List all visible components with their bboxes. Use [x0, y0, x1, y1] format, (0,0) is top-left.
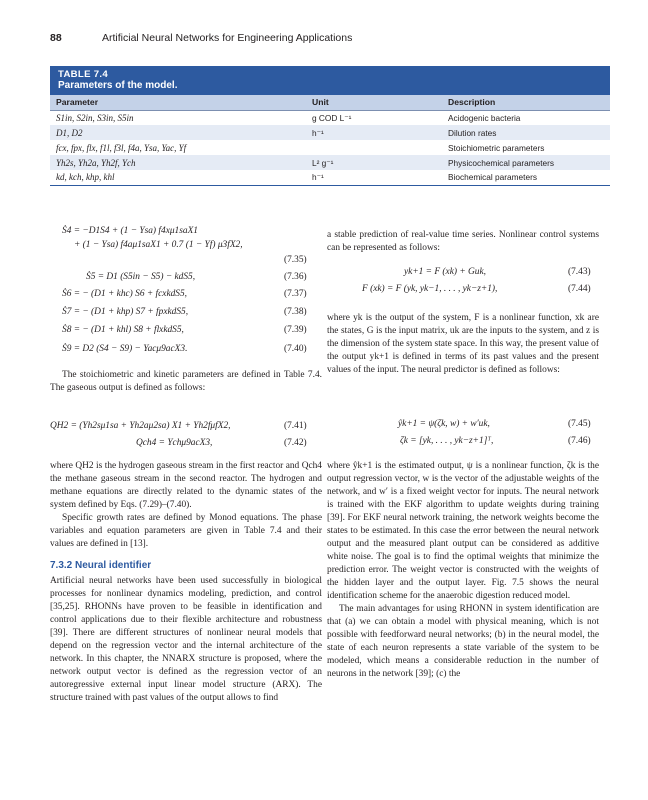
description-cell: Acidogenic bacteria	[448, 112, 521, 123]
parameter-cell: fcx, fpx, flx, f1l, f3l, f4a, Ysa, Yac, Yf	[56, 142, 187, 153]
equation-7-46: ζk = [yk, . . . , yk−z+1]ᵀ,	[400, 436, 494, 446]
equation-number-7-43: (7.43)	[568, 267, 591, 277]
equation-number-7-40: (7.40)	[284, 344, 307, 354]
parameters-table	[50, 66, 610, 186]
parameter-cell: D1, D2	[50, 125, 306, 140]
body-text: The stoichiometric and kinetic parameters are defined in Table 7.4. The gaseous output is defined as follows:	[50, 370, 322, 393]
parameter-cell: Yh2s, Yh2a, Yh2f, Ych	[50, 155, 306, 170]
body-text: where ŷk+1 is the estimated output, ψ is a nonlinear function, ζk is the output regression vector, w is the vector of the adjustable weights of the network, and w′ is a fixed weight vector for inputs. The neural network is trained with the EKF algorithm to update weights during training [39]. For EKF neural network training, the network weights become the states to be estimated. In this case the error between the neural network output and the measured plant output can be considered as additive white noise. The goal is to find the optimal weights that minimize the prediction error. The weight vector is constructed with the weights of the hidden layer and the output layer. Fig. 7.5 shows the neural identification scheme for the anaerobic digestion reduced model.	[327, 461, 599, 601]
equation-number-7-36: (7.36)	[284, 272, 307, 282]
equation-7-37: Ṡ6 = − (D1 + khc) S6 + fcxkdS5,	[62, 289, 188, 299]
description-cell: Stoichiometric parameters	[448, 142, 545, 153]
table-caption	[50, 66, 610, 95]
table-row	[50, 170, 610, 185]
equation-7-43: yk+1 = F (xk) + Guk,	[404, 267, 486, 277]
unit-cell: h⁻¹	[312, 172, 324, 183]
equation-7-38: Ṡ7 = − (D1 + khp) S7 + fpxkdS5,	[62, 307, 189, 317]
equation-7-41: QH2 = (Yh2sμ1sa + Yh2aμ2sa) X1 + Yh2fμfX2,	[50, 421, 231, 431]
body-text: where yk is the output of the system, F is a nonlinear function, xk are the states, G is the input matrix, uk are the inputs to the system, and z is the dimension of the system state space. In this way, the present value of the output yk+1 is defined in terms of its past values and the present values of the input. The neural predictor is defined as follows:	[327, 313, 599, 375]
body-text: a stable prediction of real-value time series. Nonlinear control systems can be represented as follows:	[327, 230, 599, 253]
equation-7-42: Qch4 = Ychμ9acX3,	[136, 438, 213, 448]
column-header-description: Description	[442, 95, 610, 110]
left-paragraph-1	[50, 369, 322, 395]
description-cell: Biochemical parameters	[448, 172, 537, 183]
equation-number-7-45: (7.45)	[568, 419, 591, 429]
body-text: Artificial neural networks have been used successfully in biological processes for nonlinear dynamics modeling, prediction, and control [35,25]. RHONNs have proven to be feasible in identification and control applications due to their flexible architecture and robustness [39]. There are different structures of nonlinear neural models that depend on the regression vector and the internal architecture of the network. In this chapter, the NNARX structure is proposed, where the network output vector is defined as the regression vector of an autoregressive external input linear model structure (ARX). The structure trained with past values of the output allows to find	[50, 576, 322, 703]
table-row	[50, 110, 610, 125]
equation-number-7-42: (7.42)	[284, 438, 307, 448]
equation-number-7-44: (7.44)	[568, 284, 591, 294]
right-paragraph-2	[327, 312, 599, 377]
parameter-cell: kd, kch, khp, khl	[56, 172, 115, 183]
equation-number-7-41: (7.41)	[284, 421, 307, 431]
body-text: The main advantages for using RHONN in system identification are that (a) we can obtain a model with physical meaning, which is not possible with feedforward neural networks; (b) in the neural model, the state of each neuron represents a state variable of the system to be modeled, which means a considerable reduction in the number of neurons in the network [39]; (c) the	[327, 604, 599, 679]
body-text: Specific growth rates are defined by Monod equations. The phase variables and equation parameters are given in Table 7.4 and their values are defined in [13].	[50, 513, 322, 549]
equation-7-44: F (xk) = F (yk, yk−1, . . . , yk−z+1),	[362, 284, 498, 294]
description-cell: Dilution rates	[442, 125, 610, 140]
equation-number-7-46: (7.46)	[568, 436, 591, 446]
table-title: Parameters of the model.	[58, 80, 178, 91]
parameter-cell: S1in, S2in, S3in, S5in	[56, 112, 134, 123]
table-row	[50, 140, 610, 155]
equation-7-39: Ṡ8 = − (D1 + khl) S8 + flxkdS5,	[62, 325, 184, 335]
running-title: Artificial Neural Networks for Engineering Applications	[102, 32, 353, 44]
left-column-body	[50, 460, 322, 705]
equation-7-36: Ṡ5 = D1 (S5in − S5) − kdS5,	[86, 272, 196, 282]
table-row	[50, 155, 610, 170]
equation-number-7-37: (7.37)	[284, 289, 307, 299]
equation-7-35-line2: + (1 − Ysa) f4aμ1saX1 + 0.7 (1 − Yf) μ3fX2,	[74, 240, 243, 250]
equation-7-35-line1: Ṡ4 = −D1S4 + (1 − Ysa) f4xμ1saX1	[62, 226, 198, 236]
running-header	[50, 32, 610, 44]
column-header-unit: Unit	[306, 95, 442, 110]
table-label: TABLE 7.4	[58, 69, 108, 80]
body-text: where QH2 is the hydrogen gaseous stream in the first reactor and Qch4 the methane gaseous stream in the second reactor. The hydrogen and methane equations are directly related to the dynamic states of the system defined by Eqs. (7.29)–(7.40).	[50, 461, 322, 510]
equation-number-7-35: (7.35)	[284, 255, 307, 265]
equation-number-7-38: (7.38)	[284, 307, 307, 317]
page-number: 88	[50, 32, 62, 44]
unit-cell: h⁻¹	[306, 125, 442, 140]
right-column-body	[327, 460, 599, 681]
description-cell: Physicochemical parameters	[442, 155, 610, 170]
column-header-parameter: Parameter	[50, 95, 306, 110]
unit-cell: L² g⁻¹	[306, 155, 442, 170]
section-heading: 7.3.2 Neural identifier	[50, 560, 152, 571]
equation-7-40: Ṡ9 = D2 (S4 − S9) − Yacμ9acX3.	[62, 344, 188, 354]
unit-cell	[306, 140, 442, 155]
unit-cell: g COD L⁻¹	[312, 112, 352, 123]
equation-number-7-39: (7.39)	[284, 325, 307, 335]
table-row	[50, 125, 610, 140]
equation-7-45: ŷk+1 = ψ(ζk, w) + w′uk,	[398, 419, 490, 429]
table-header-row	[50, 95, 610, 110]
right-paragraph-1	[327, 229, 599, 255]
